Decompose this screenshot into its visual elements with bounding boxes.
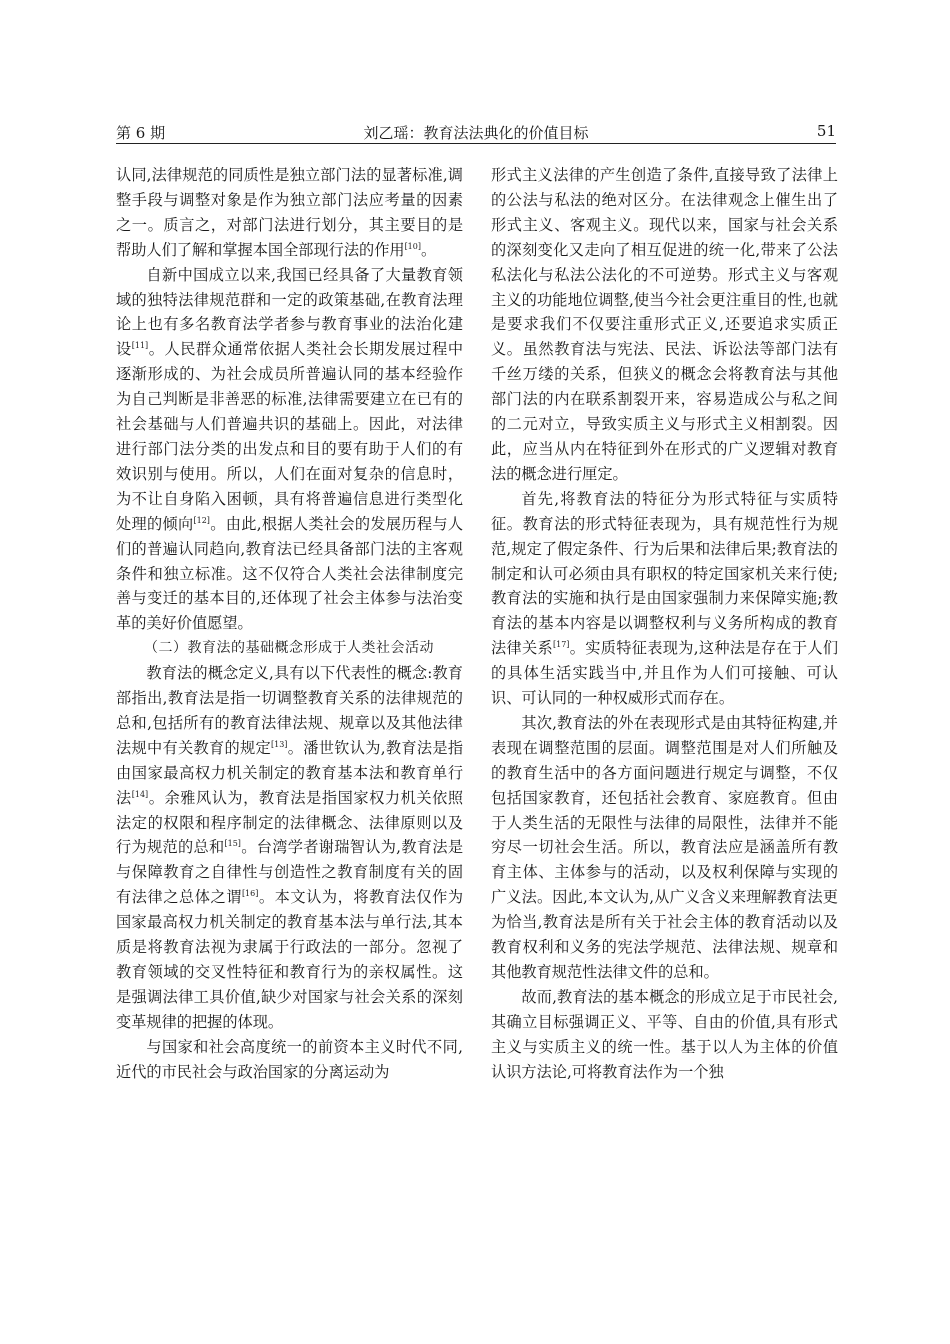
citation-ref: [16] <box>241 889 259 899</box>
citation-ref: [11] <box>131 341 149 351</box>
right-column <box>491 163 838 1085</box>
left-column <box>116 163 463 1085</box>
section-heading: （二）教育法的基础概念形成于人类社会活动 <box>144 640 434 657</box>
paragraph: 教育法的概念定义,具有以下代表性的概念:教育部指出,教育法是指一切调整教育关系的法律规范的总和,包括所有的教育法律法规、规章以及其他法律法规中有关教育的规定[13]。潘世钦认为,教育法是指由国家最高权力机关制定的教育基本法和教育单行法[14]。余雅风认为，教育法是指国家权力机关依照法定的权限和程序制定的法律概念、法律原则以及行为规范的总和[15]。台湾学者谢瑞智认为,教育法是与保障教育之自律性与创造性之教育制度有关的固有法律之总体之谓[16]。本文认为，将教育法仅作为国家最高权力机关制定的教育基本法与单行法,其本质是将教育法视为隶属于行政法的一部分。忽视了教育领域的交叉性特征和教育行为的亲权属性。这是强调法律工具价值,缺少对国家与社会关系的深刻变革规律的把握的体现。 <box>116 664 464 1031</box>
citation-ref: [13] <box>270 739 288 749</box>
running-title: 刘乙瑶：教育法法典化的价值目标 <box>363 124 589 142</box>
paragraph: 形式主义法律的产生创造了条件,直接导致了法律上的公法与私法的绝对区分。在法律观念上催生出了形式主义、客观主义。现代以来，国家与社会关系的深刻变化又走向了相互促进的统一化,带来了公法私法化与私法公法化的不可逆势。形式主义与客观主义的功能地位调整,使当今社会更注重目的性,也就是要求我们不仅要注重形式正义,还要追求实质正义。虽然教育法与宪法、民法、诉讼法等部门法有千丝万缕的关系，但狭义的概念会将教育法与其他部门法的内在联系割裂开来，容易造成公与私之间的二元对立，导致实质主义与形式主义相割裂。因此，应当从内在特征到外在形式的广义逻辑对教育法的概念进行厘定。 <box>491 166 838 483</box>
citation-ref: [10] <box>404 241 421 251</box>
header-rule <box>116 143 836 144</box>
issue-number: 第 6 期 <box>116 124 166 142</box>
citation-ref: [15] <box>224 839 241 849</box>
paragraph: 首先,将教育法的特征分为形式特征与实质特征。教育法的形式特征表现为，具有规范性行为规范,规定了假定条件、行为后果和法律后果;教育法的制定和认可必须由具有职权的特定国家机关来行使;教育法的实施和执行是由国家强制力来保障实施;教育法的基本内容是以调整权利与义务所构成的教育法律关系[17]。实质特征表现为,这种法是存在于人们的具体生活实践当中,并且作为人们可接触、可认识、可认同的一种权威形式而存在。 <box>491 489 839 708</box>
citation-ref: [14] <box>131 789 149 799</box>
citation-ref: [17] <box>553 640 570 650</box>
page-number: 51 <box>816 122 836 140</box>
paragraph: 认同,法律规范的同质性是独立部门法的显著标准,调整手段与调整对象是作为独立部门法应考量的因素之一。质言之，对部门法进行划分，其主要目的是帮助人们了解和掌握本国全部现行法的作用[10]。 <box>116 166 463 259</box>
paragraph: 其次,教育法的外在表现形式是由其特征构建,并表现在调整范围的层面。调整范围是对人们所触及的教育生活中的各方面问题进行规定与调整，不仅包括国家教育，还包括社会教育、家庭教育。但由于人类生活的无限性与法律的局限性，法律并不能穷尽一切社会生活。所以，教育法应是涵盖所有教育主体、主体参与的活动，以及权利保障与实现的广义法。因此,本文认为,从广义含义来理解教育法更为恰当,教育法是所有关于社会主体的教育活动以及教育权利和义务的宪法学规范、法律法规、规章和其他教育规范性法律文件的总和。 <box>491 713 838 981</box>
paragraph: 故而,教育法的基本概念的形成立足于市民社会,其确立目标强调正义、平等、自由的价值,具有形式主义与实质主义的统一性。基于以人为主体的价值认识方法论,可将教育法作为一个独 <box>491 987 838 1081</box>
paragraph: 自新中国成立以来,我国已经具备了大量教育领域的独特法律规范群和一定的政策基础,在教育法理论上也有多名教育法学者参与教育事业的法治化建设[11]。人民群众通常依据人类社会长期发展过程中逐渐形成的、为社会成员所普遍认同的基本经验作为自己判断是非善恶的标准,法律需要建立在已有的社会基础与人们普遍共识的基础上。因此，对法律进行部门法分类的出发点和目的要有助于人们的有效识别与使用。所以，人们在面对复杂的信息时，为不让自身陷入困顿，具有将普遍信息进行类型化处理的倾向[12]。由此,根据人类社会的发展历程与人们的普遍认同趋向,教育法已经具备部门法的主客观条件和独立标准。这不仅符合人类社会法律制度完善与变迁的基本目的,还体现了社会主体参与法治变革的美好价值愿望。 <box>116 265 464 633</box>
running-header <box>116 118 836 142</box>
citation-ref: [12] <box>193 515 210 525</box>
paragraph: 与国家和社会高度统一的前资本主义时代不同,近代的市民社会与政治国家的分离运动为 <box>116 1037 463 1081</box>
